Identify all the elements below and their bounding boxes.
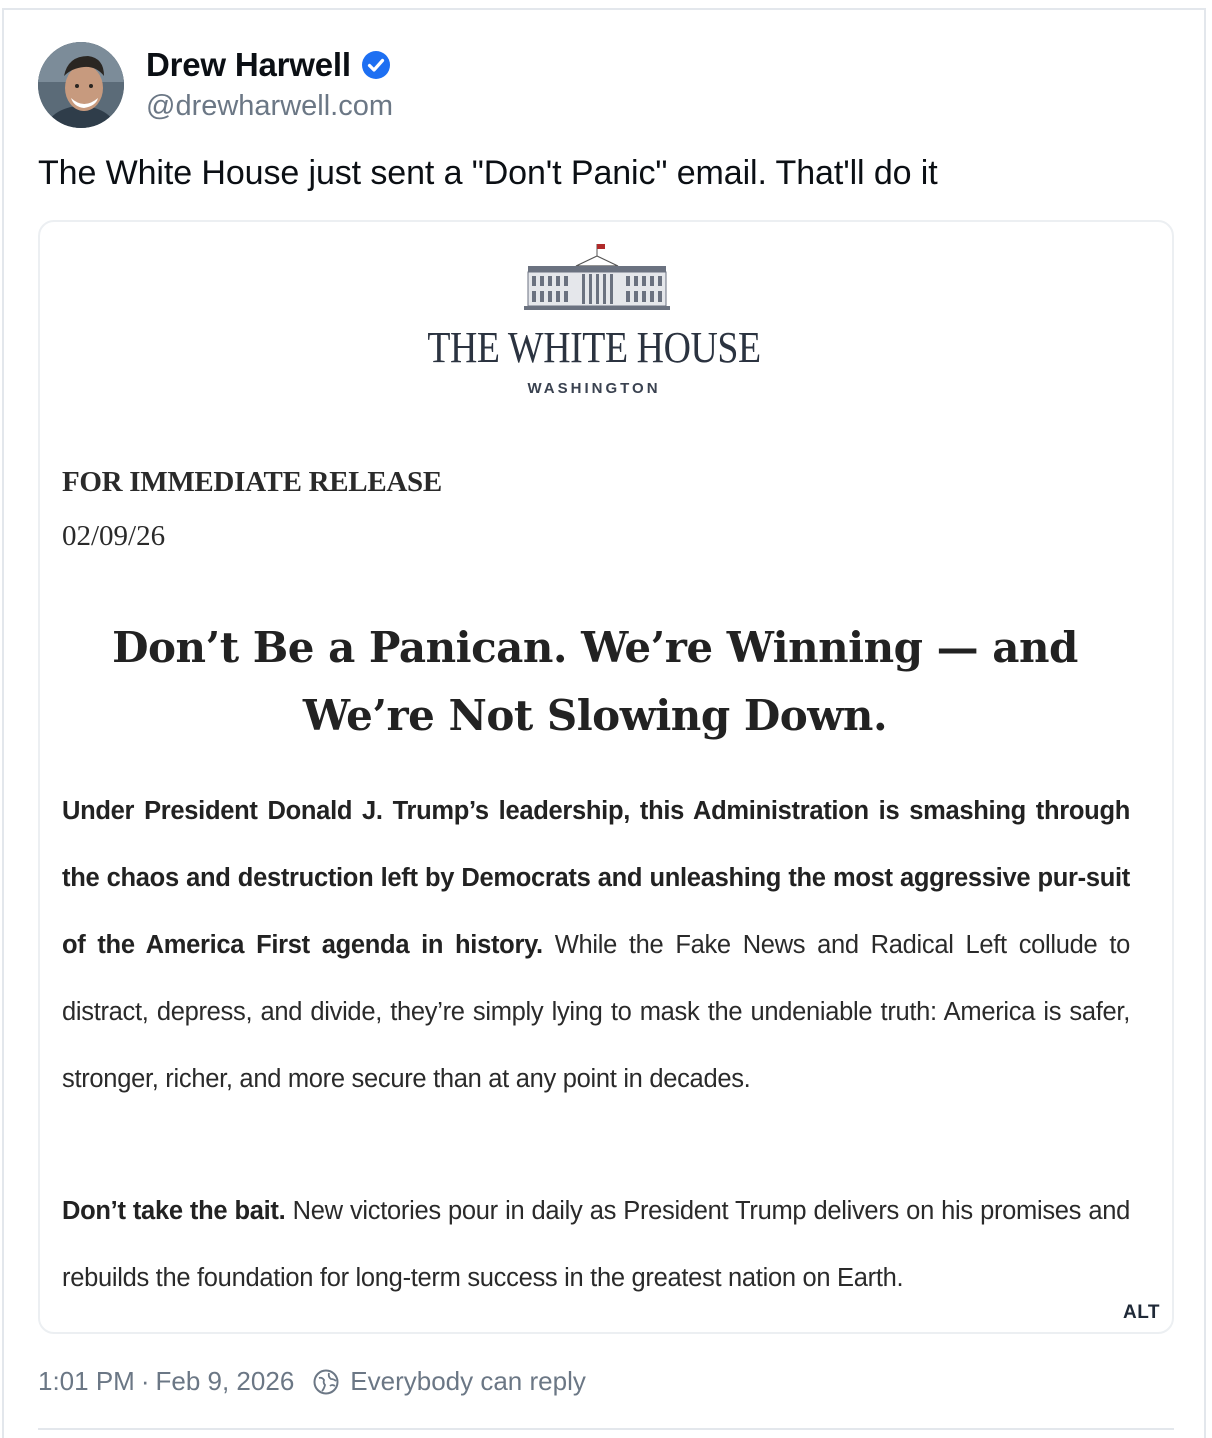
paragraph-1-text: While the Fake News and Radical Left collude to distract, depress, and divide, they’re simply lying to mask the undeniable truth: America is safer, stronger, richer, and more secure than at any point in decades. [62,931,1130,1093]
author-name[interactable]: Drew Harwell [146,46,351,83]
org-subtitle: WASHINGTON [527,380,661,397]
post-time[interactable]: 1:01 PM [38,1366,135,1396]
release-label: FOR IMMEDIATE RELEASE [62,466,442,498]
post-date[interactable]: Feb 9, 2026 [155,1366,295,1396]
author-avatar[interactable] [38,42,124,128]
release-paragraph-2 [62,1178,1130,1312]
alt-text-button[interactable]: ALT [1122,1302,1160,1323]
org-title: THE WHITE HOUSE [427,323,761,372]
embedded-image[interactable] [38,220,1174,1334]
release-date: 02/09/26 [62,520,166,552]
release-paragraph-1 [62,778,1130,1113]
white-house-logo-icon [524,242,670,312]
post-text: The White House just sent a "Don't Panic" email. That'll do it [38,154,938,192]
post-card [2,8,1206,1438]
paragraph-1-bold: Under President Donald J. Trump’s leadership, this Administration is smashing through the chaos and destruction left by Democrats and unleashing the most aggressive pur-suit of the America First agenda in history. [62,797,1130,959]
globe-icon [312,1368,340,1396]
paragraph-2-bold: Don’t take the bait. [62,1197,286,1225]
meta-separator: · [140,1366,150,1396]
paragraph-2-text: New victories pour in daily as President Trump delivers on his promises and rebuilds the foundation for long-term success in the greatest nation on Earth. [62,1197,1130,1292]
verified-badge-icon [361,50,391,80]
avatar-image [38,42,124,128]
author-handle[interactable]: @drewharwell.com [146,90,394,122]
release-headline: Don’t Be a Panican. We’re Winning — and We’re Not Slowing Down. [112,623,1078,740]
post-metadata [38,1366,586,1397]
reply-setting[interactable] [312,1366,586,1397]
reply-setting-label: Everybody can reply [350,1366,586,1396]
